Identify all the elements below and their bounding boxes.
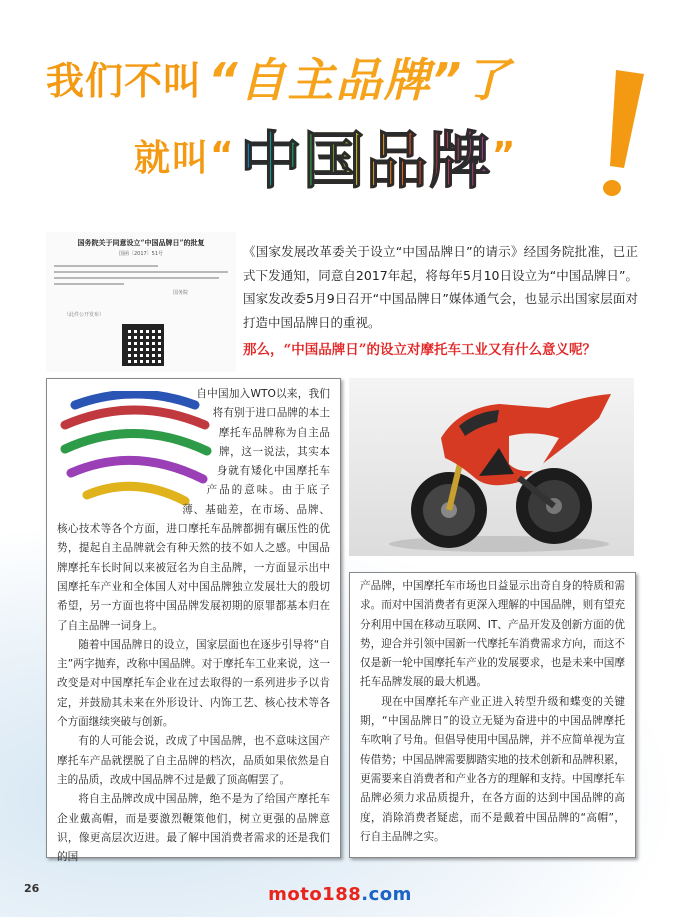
intro-question: 那么，“中国品牌日”的设立对摩托车工业又有什么意义呢？ <box>243 342 597 358</box>
wto-logo-icon <box>57 391 213 509</box>
left-paragraph-3: 有的人可能会说，改成了中国品牌，也不意味这国产摩托车产品就摆脱了自主品牌的档次，品质如果依然是自主的品质，改成中国品牌不过是戴了顶高帽罢了。 <box>57 735 330 786</box>
left-paragraph-2: 随着中国品牌日的设立，国家层面也在逐步引导将“自主”两字抛弃，改称中国品牌。对于摩托车工业来说，这一改变是对中国摩托车企业在过去取得的一系列进步予以肯定，并鼓励其未来在外形设计、内饰工艺、核心技术等各个方面继续突破与创新。 <box>57 638 330 729</box>
headline-line2-prefix: 就叫 <box>134 137 211 179</box>
headline-line1-prefix: 我们不叫 <box>46 58 203 103</box>
qr-code-icon <box>122 324 164 366</box>
headline-line2 <box>134 120 518 197</box>
document-footer: （此件公开发布） <box>64 312 105 318</box>
right-paragraph-1: 产品牌，中国摩托车市场也日益显示出奇自身的特质和需求。而对中国消费者有更深入理解的中国品牌，则有望充分利用中国在移动互联网、IT、产品开发及创新方面的优势，迎合并引领中国新一代摩托车消费需求方向，而这不仅是新一轮中国摩托车产业的发展要求，也是未来中国摩托车品牌发展的最大机遇。 <box>360 580 625 689</box>
right-article-column <box>349 572 636 858</box>
headline-line2-main: 中国品牌 <box>240 111 492 200</box>
document-body-lines <box>54 265 228 285</box>
headline-line1-quote: “自主品牌”了 <box>208 53 512 107</box>
intro-paragraph: 《国家发展改革委关于设立“中国品牌日”的请示》经国务院批准，已正式下发通知，同意自2017年起，将每年5月10日设立为“中国品牌日”。国家发改委5月9日召开“中国品牌日”媒体通气会，也显示出国家层面对打造中国品牌日的重视。 <box>243 244 638 330</box>
headline-line2-open-quote: “ <box>210 134 236 176</box>
page-number: 26 <box>24 882 40 895</box>
document-title: 国务院关于同意设立“中国品牌日”的批复 <box>77 238 205 247</box>
document-thumbnail <box>46 232 236 372</box>
document-sign: 国务院 <box>172 290 188 296</box>
exclamation-icon <box>594 70 644 200</box>
headline-line1 <box>46 52 512 107</box>
left-paragraph-1: 自中国加入WTO以来，我们将有别于进口品牌的本土摩托车品牌称为自主品牌，这一说法，其实本身就有矮化中国摩托车产品的意味。由于底子薄、基础差，在市场、品牌、核心技术等各个方面，进口摩托车品牌都拥有碾压性的优势，提起自主品牌就会有种天然的技不如人之感。中国品牌摩托车长时间以来被冠名为自主品牌，一方面显示出中国摩托车产业和全体国人对中国品牌独立发展壮大的殷切希望，另一方面也将中国品牌发展初期的原罪都基本归在了自主品牌一词身上。 <box>57 388 330 632</box>
site-name: moto188 <box>268 884 362 905</box>
left-article-column <box>46 378 341 864</box>
site-domain: .com <box>361 884 412 905</box>
headline-line2-close-quote: ” <box>491 134 518 176</box>
document-number: 国函〔2017〕51号 <box>118 251 164 257</box>
site-logo <box>240 884 440 908</box>
left-paragraph-4: 将自主品牌改成中国品牌，绝不是为了给国产摩托车企业戴高帽，而是要激烈鞭策他们，树立更强的品牌意识，像更高层次迈进。最了解中国消费者需求的还是我们的国 <box>57 793 330 864</box>
motorcycle-image <box>349 378 634 556</box>
right-paragraph-2: 现在中国摩托车产业正进入转型升级和蝶变的关键期，“中国品牌日”的设立无疑为奋进中的中国品牌摩托车吹响了号角。但倡导使用中国品牌，并不应简单视为宣传借势；中国品牌需要脚踏实地的技术创新和品牌积累，更需要来自消费者和产业各方的理解和支持。中国摩托车品牌必须力求品质提升，在各方面的达到中国品牌的高度，消除消费者疑虑，而不是戴着中国品牌的“高帽”，行自主品牌之实。 <box>360 695 625 843</box>
